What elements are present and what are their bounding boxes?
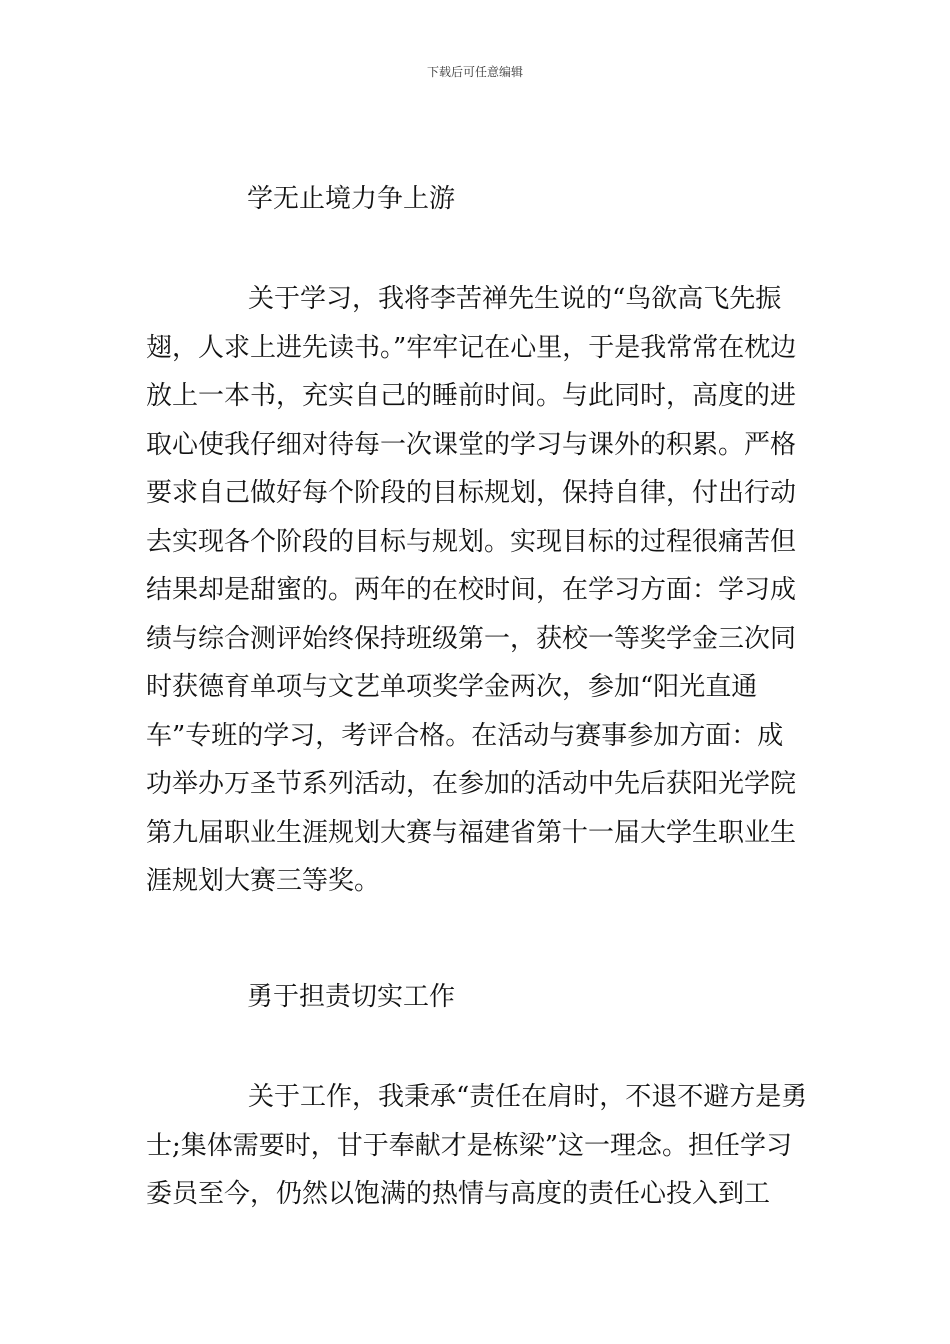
page-header-note: 下载后可任意编辑 — [426, 65, 523, 79]
paragraph-work: 关于工作，我秉承“责任在肩时，不退不避方是勇士;集体需要时，甘于奉献才是栋梁”这一理念。担任学习委员至今，仍然以饱满的热情与高度的责任心投入到工 — [146, 1082, 808, 1209]
paragraph-study: 关于学习，我将李苦禅先生说的“鸟欲高飞先振翅，人求上进先读书。”牢牢记在心里，于是我常常在枕边放上一本书，充实自己的睡前时间。与此同时，高度的进取心使我仔细对待每一次课堂的学习与课外的积累。严格要求自己做好每个阶段的目标规划，保持自律，付出行动去实现各个阶段的目标与规划。实现目标的过程很痛苦但结果却是甜蜜的。两年的在校时间，在学习方面：学习成绩与综合测评始终保持班级第一，获校一等奖学金三次同时获德育单项与文艺单项奖学金两次，参加“阳光直通车”专班的学习，考评合格。在活动与赛事参加方面：成功举办万圣节系列活动，在参加的活动中先后获阳光学院第九届职业生涯规划大赛与福建省第十一届大学生职业生涯规划大赛三等奖。 — [146, 284, 797, 896]
section-heading-work: 勇于担责切实工作 — [247, 982, 456, 1012]
section-heading-study: 学无止境力争上游 — [247, 184, 456, 214]
